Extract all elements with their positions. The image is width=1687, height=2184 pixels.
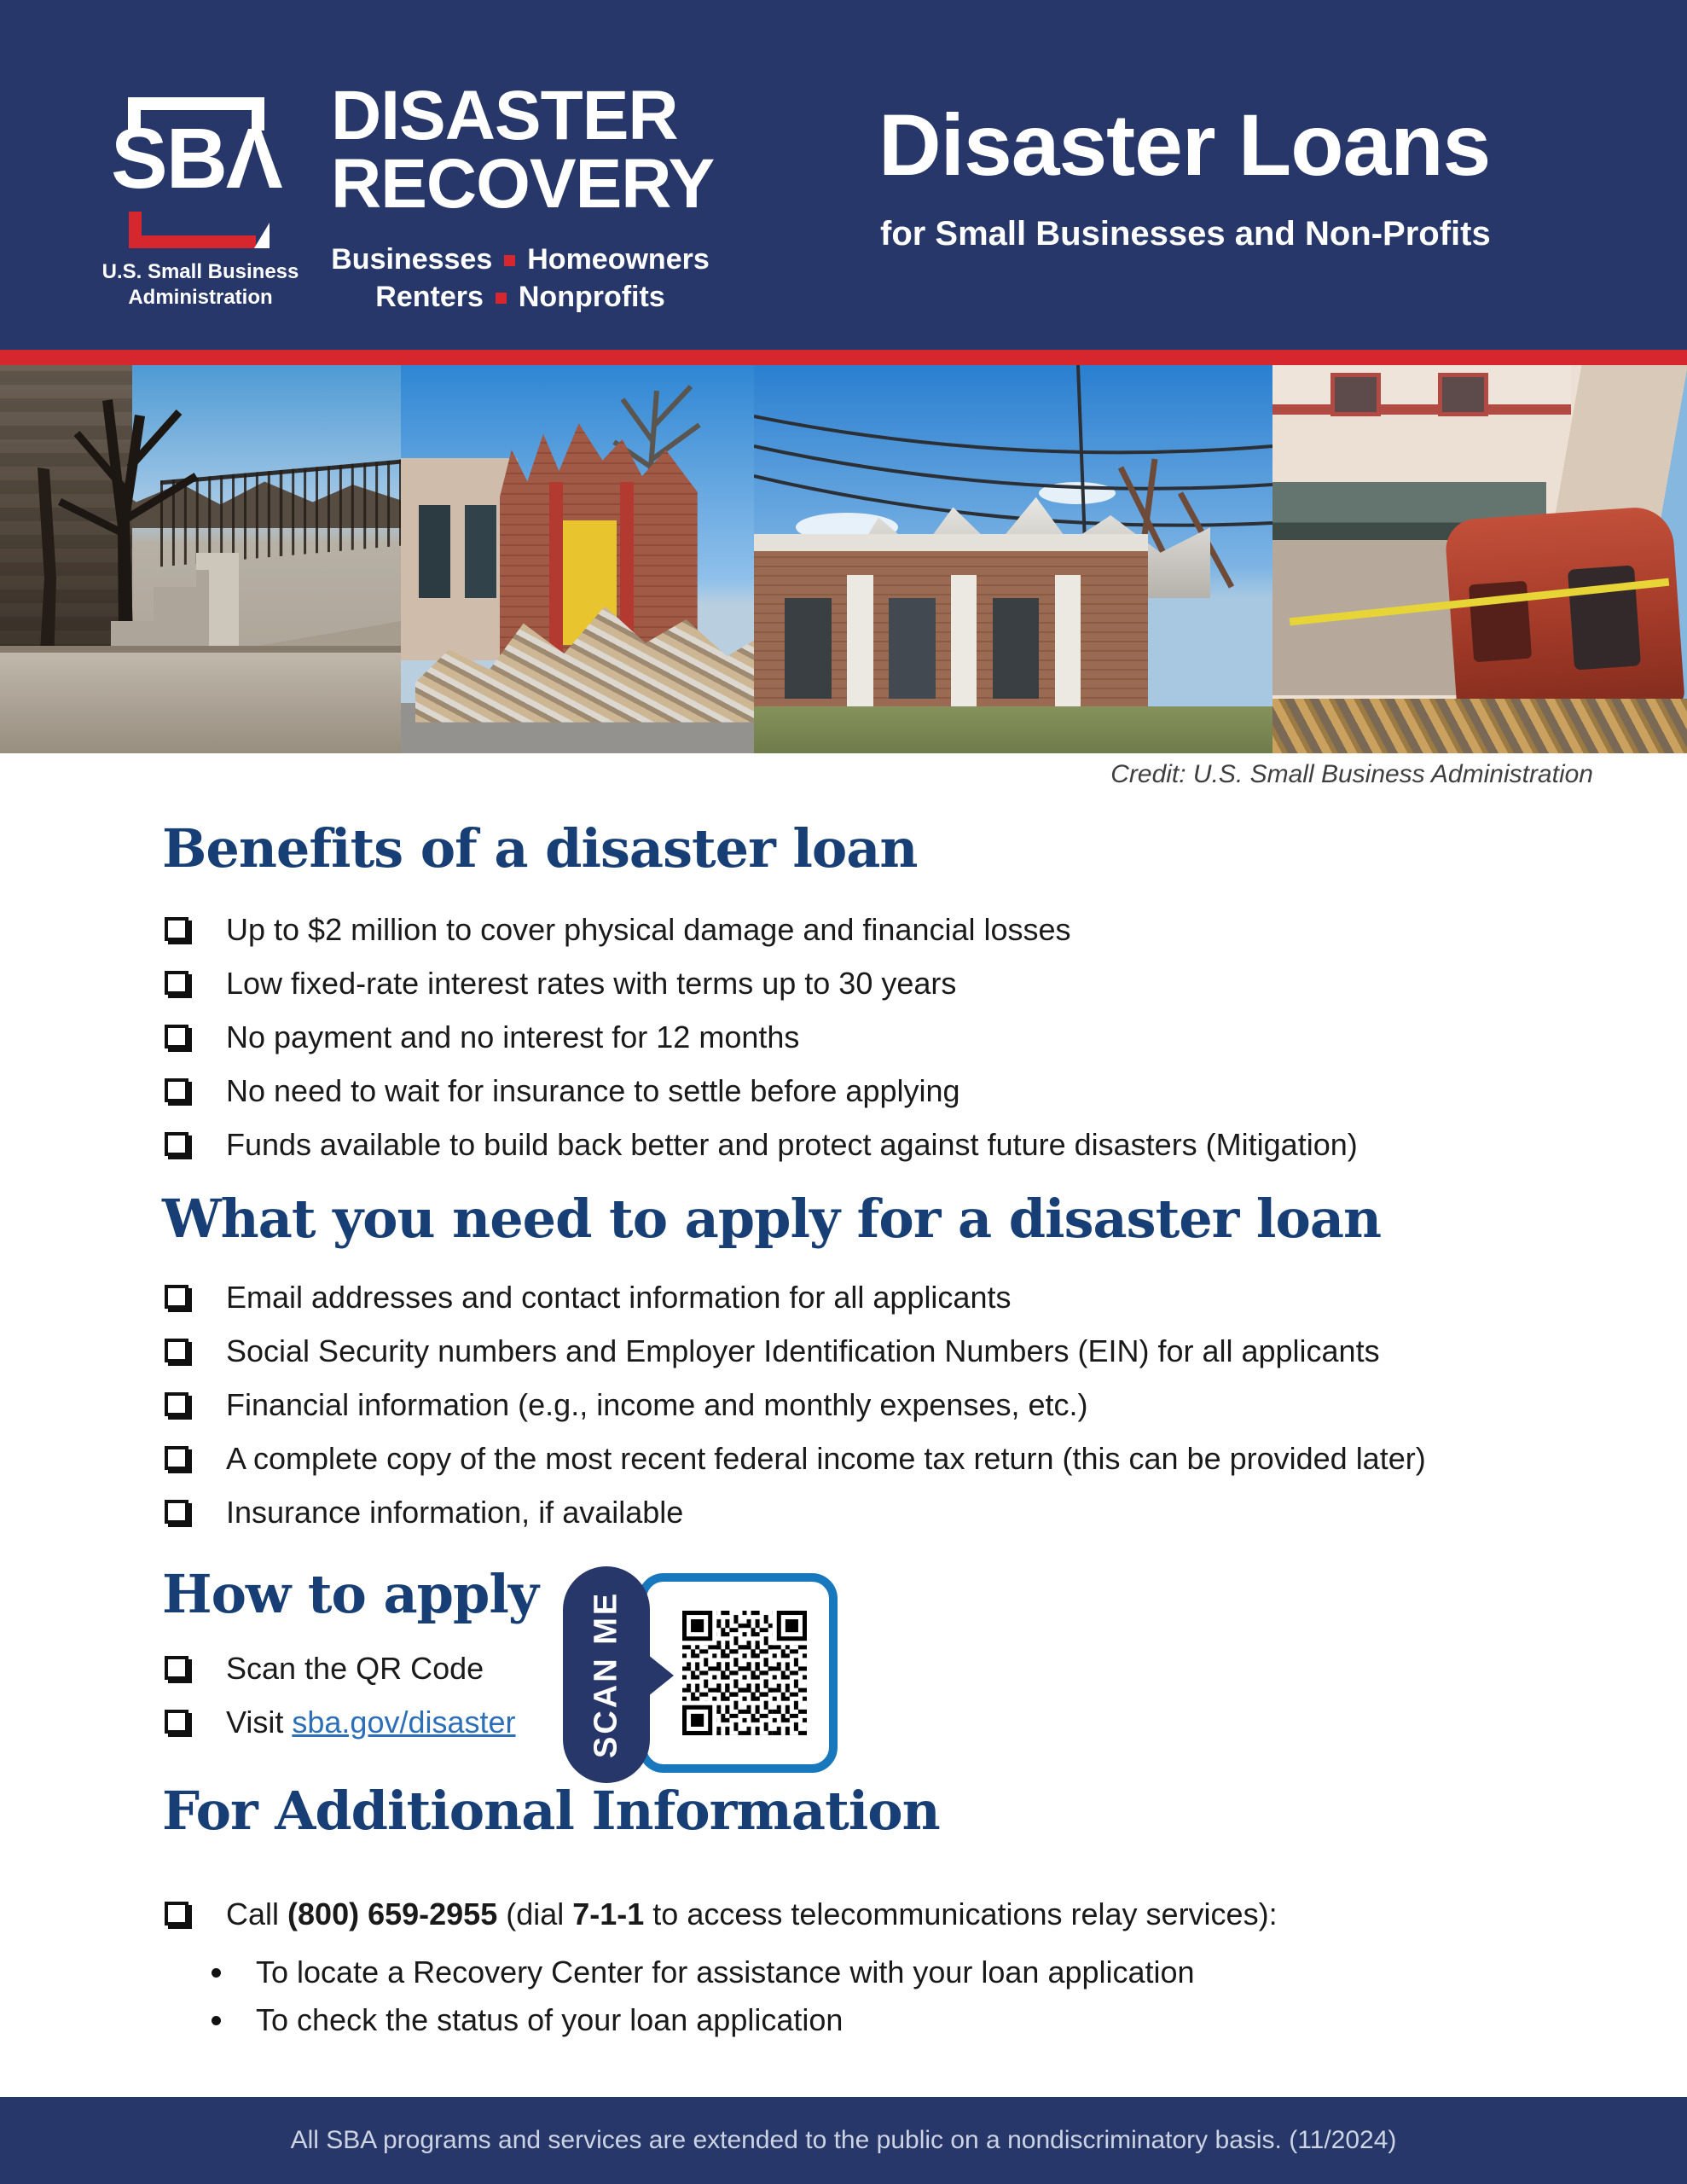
list-item	[162, 1324, 1620, 1378]
list-item	[162, 1378, 1620, 1432]
requirement-text: A complete copy of the most recent federal income tax return (this can be provided later)	[226, 1441, 1426, 1476]
list-item	[162, 1996, 1620, 2044]
additional-info-sublist	[162, 1949, 1620, 2044]
photo-overturned-truck	[1272, 365, 1687, 753]
checkbox-icon	[165, 971, 188, 995]
requirement-text: Social Security numbers and Employer Identification Numbers (EIN) for all applicants	[226, 1333, 1380, 1368]
list-item	[162, 1010, 1620, 1064]
apply-step-text: Visit	[226, 1705, 293, 1740]
audience-renters: Renters	[375, 281, 484, 313]
how-to-apply-heading: How to apply	[162, 1563, 538, 1625]
scan-me-label: SCAN ME	[588, 1590, 624, 1759]
sub-item-text: To check the status of your loan application	[256, 2002, 844, 2037]
requirement-text: Email addresses and contact information for all applicants	[226, 1280, 1012, 1315]
program-title-line1: DISASTER	[331, 77, 678, 154]
program-title-line2: RECOVERY	[331, 145, 715, 223]
page-title: Disaster Loans	[878, 96, 1491, 194]
list-item	[162, 1432, 1620, 1485]
list-item	[162, 1270, 1620, 1324]
list-item	[162, 1887, 1620, 1941]
nondiscrimination-notice: All SBA programs and services are extended to the public on a nondiscriminatory basis. (11/2024)	[290, 2126, 1397, 2154]
checkbox-icon	[165, 1902, 188, 1926]
apply-step-text: Scan the QR Code	[226, 1651, 484, 1686]
list-item	[162, 956, 1620, 1010]
bullet-dot-icon	[212, 2016, 221, 2025]
list-item	[162, 1118, 1620, 1171]
benefits-heading: Benefits of a disaster loan	[162, 817, 918, 880]
benefit-text: No payment and no interest for 12 months	[226, 1019, 800, 1054]
list-item	[162, 1485, 1620, 1539]
red-square-icon	[496, 293, 507, 304]
sba-org-name	[94, 259, 307, 311]
additional-info-list	[162, 1887, 1620, 1941]
photo-burned-building	[0, 365, 401, 753]
checkbox-icon	[165, 1392, 188, 1416]
checkbox-icon	[165, 1656, 188, 1680]
qr-code	[682, 1611, 807, 1735]
photo-credit: Credit: U.S. Small Business Administration	[1110, 760, 1593, 788]
photo-collapsed-brick-building	[401, 365, 754, 753]
sba-logo	[101, 92, 299, 309]
sba-org-line1: U.S. Small Business	[101, 260, 299, 283]
audience-line	[324, 241, 716, 316]
checkbox-icon	[165, 917, 188, 941]
photo-strip	[0, 365, 1687, 753]
audience-row1	[324, 241, 716, 278]
header-banner	[0, 0, 1687, 350]
page-subtitle: for Small Businesses and Non-Profits	[880, 215, 1491, 253]
checkbox-icon	[165, 1025, 188, 1048]
sba-logo-red-bracket-icon	[129, 212, 256, 248]
call-text: Call	[226, 1896, 288, 1931]
footer-band	[0, 2097, 1687, 2184]
apply-needs-heading: What you need to apply for a disaster loan	[162, 1188, 1382, 1250]
checkbox-icon	[165, 1132, 188, 1156]
checkbox-icon	[165, 1500, 188, 1524]
checkbox-icon	[165, 1078, 188, 1102]
list-item	[162, 1064, 1620, 1118]
call-text: to access telecommunications relay services):	[644, 1896, 1278, 1931]
benefit-text: Low fixed-rate interest rates with terms up to 30 years	[226, 966, 957, 1001]
benefit-text: Funds available to build back better and protect against future disasters (Mitigation)	[226, 1127, 1358, 1162]
bullet-dot-icon	[212, 1968, 221, 1978]
additional-info-heading: For Additional Information	[162, 1780, 940, 1842]
audience-homeowners: Homeowners	[527, 243, 710, 276]
program-title	[331, 77, 774, 223]
relay-number: 7-1-1	[572, 1896, 645, 1931]
requirement-text: Financial information (e.g., income and monthly expenses, etc.)	[226, 1387, 1088, 1422]
call-text: (dial	[497, 1896, 573, 1931]
photo-damaged-storefront	[754, 365, 1272, 753]
audience-row2	[324, 278, 716, 316]
red-square-icon	[504, 255, 515, 266]
sub-item-text: To locate a Recovery Center for assistance with your loan application	[256, 1955, 1195, 1989]
sba-logo-letters: SBΛ	[111, 111, 281, 206]
qr-badge	[563, 1566, 887, 1783]
checkbox-icon	[165, 1446, 188, 1470]
sba-disaster-link[interactable]: sba.gov/disaster	[292, 1705, 516, 1740]
list-item	[162, 903, 1620, 956]
apply-needs-list	[162, 1270, 1620, 1539]
list-item	[162, 1949, 1620, 1996]
red-divider-band	[0, 350, 1687, 365]
sba-logo-notch-icon	[254, 223, 270, 248]
requirement-text: Insurance information, if available	[226, 1495, 684, 1530]
sba-org-line2: Administration	[128, 286, 273, 309]
checkbox-icon	[165, 1285, 188, 1309]
audience-nonprofits: Nonprofits	[518, 281, 665, 313]
benefit-text: Up to $2 million to cover physical damage and financial losses	[226, 912, 1071, 947]
phone-number: (800) 659-2955	[287, 1896, 498, 1931]
checkbox-icon	[165, 1710, 188, 1734]
checkbox-icon	[165, 1339, 188, 1362]
benefits-list	[162, 903, 1620, 1171]
benefit-text: No need to wait for insurance to settle before applying	[226, 1073, 960, 1108]
audience-businesses: Businesses	[331, 243, 493, 276]
